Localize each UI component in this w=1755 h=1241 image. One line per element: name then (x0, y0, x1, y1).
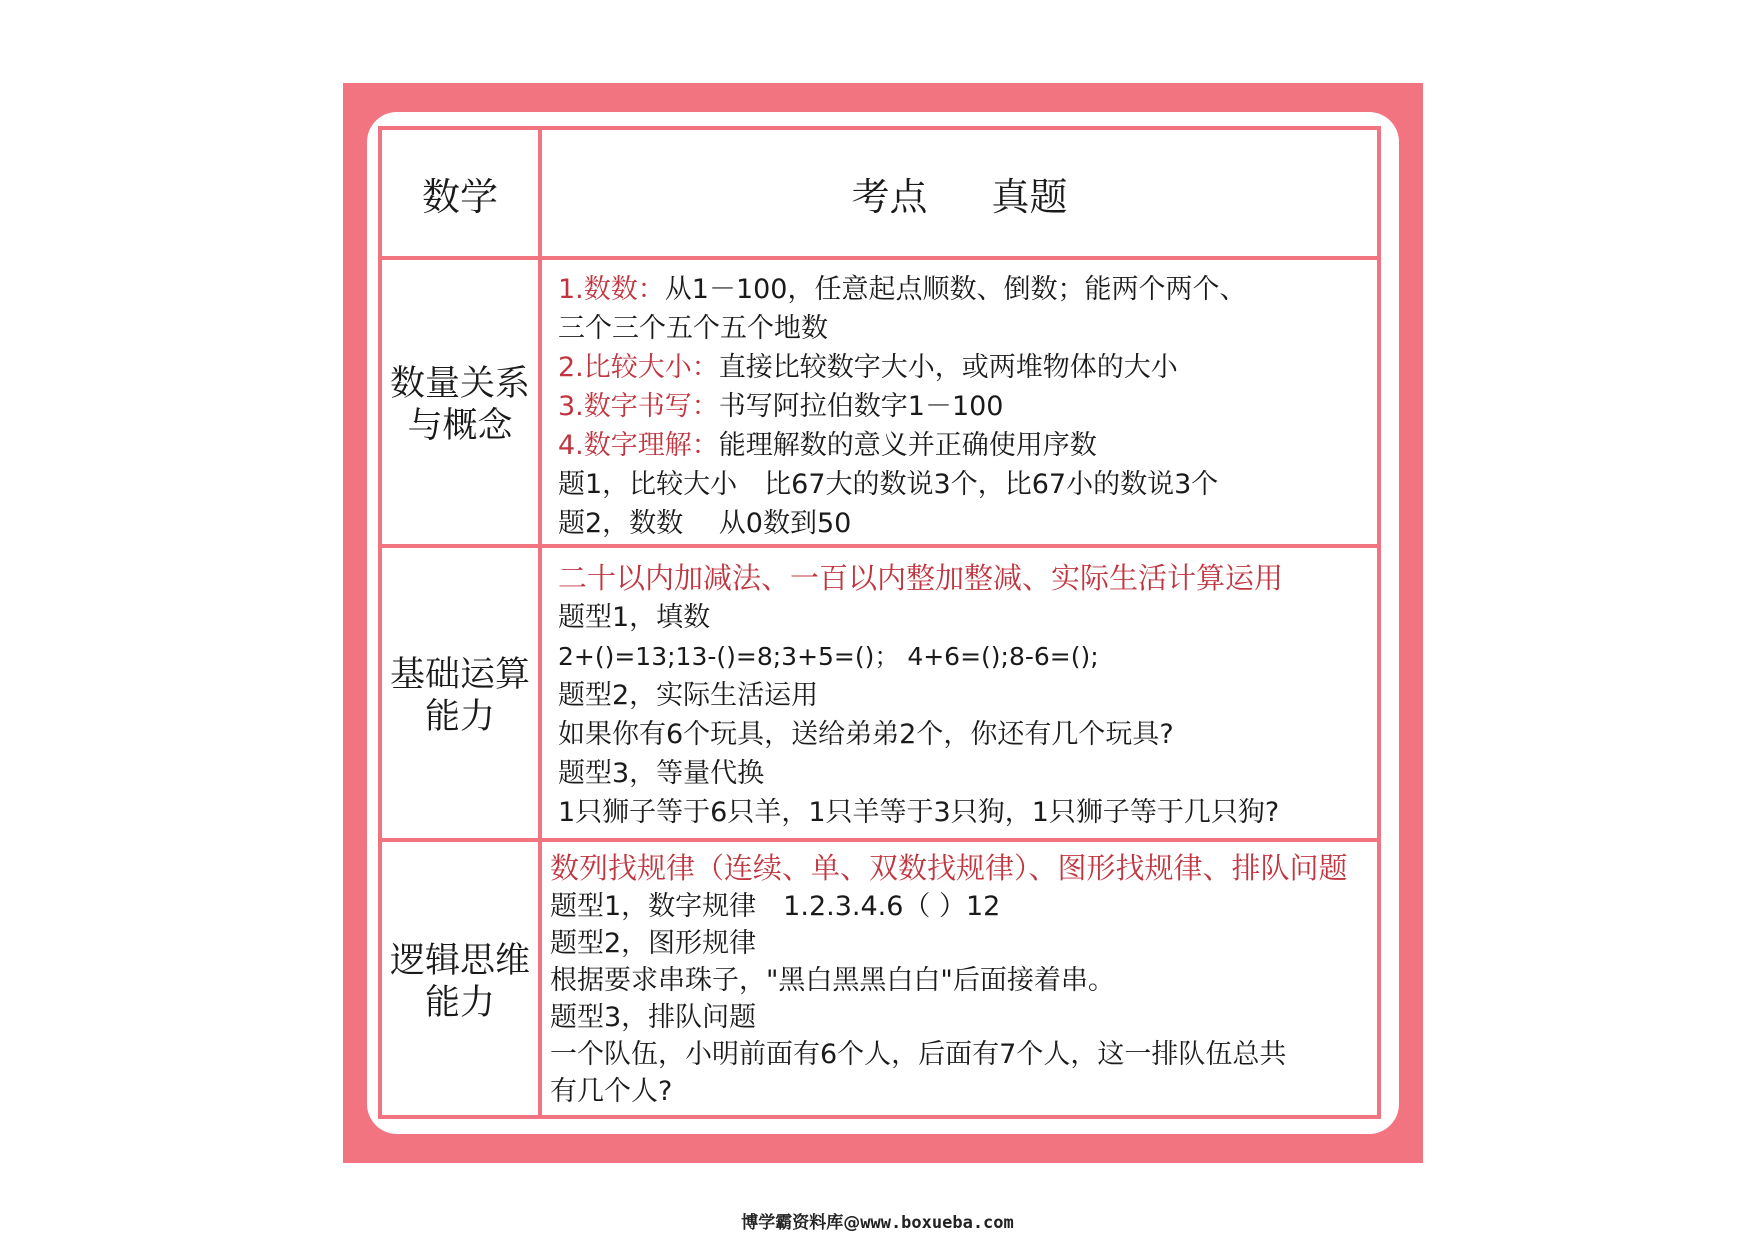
content-line: 题型3，等量代换 (558, 758, 765, 789)
point-text: 从1－100，任意起点顺数、倒数；能两个两个、 (664, 274, 1247, 305)
pink-frame (343, 83, 1423, 1163)
content-line (558, 504, 1367, 543)
topic-line: 数列找规律（连续、单、双数找规律）、图形找规律、排队问题 (550, 851, 1348, 885)
footer-url: www.boxueba.com (860, 1213, 1014, 1233)
point-text: 能理解数的意义并正确使用序数 (718, 430, 1097, 461)
content-basic-arithmetic (542, 548, 1377, 842)
category-line: 逻辑思维 (389, 940, 530, 981)
point-text: 题1，比较大小 比67大的数说3个，比67小的数说3个 (558, 469, 1219, 500)
category-number-concepts (382, 260, 542, 548)
content-line: 题型3，排队问题 (550, 1002, 757, 1033)
footer-watermark (0, 1208, 1755, 1233)
math-table (378, 126, 1381, 1119)
content-line (558, 270, 1367, 309)
content-line: 题型1，填数 (558, 602, 711, 633)
category-line: 能力 (424, 982, 495, 1023)
content-line: 题型2，实际生活运用 (558, 680, 819, 711)
header-subject-text: 数学 (421, 174, 498, 219)
point-text: 直接比较数字大小，或两堆物体的大小 (718, 352, 1178, 383)
content-line: 如果你有6个玩具，送给弟弟2个，你还有几个玩具? (558, 719, 1174, 750)
topic-line: 二十以内加减法、一百以内整加整减、实际生活计算运用 (558, 561, 1284, 595)
header-columns (542, 130, 1377, 260)
header-subject (382, 130, 542, 260)
point-text: 三个三个五个五个地数 (558, 313, 828, 344)
content-number-concepts (542, 260, 1377, 548)
category-line: 与概念 (407, 406, 513, 446)
point-text: 题2，数数 从0数到50 (558, 508, 852, 539)
category-line: 数量关系 (389, 364, 530, 404)
content-line (558, 348, 1367, 387)
category-line: 能力 (424, 697, 495, 737)
content-line (558, 387, 1367, 426)
category-line: 基础运算 (389, 655, 530, 695)
content-line: 有几个人? (550, 1076, 673, 1107)
footer-site: 博学霸资料库@ (741, 1213, 861, 1233)
point-label: 1.数数： (558, 274, 665, 305)
point-label: 3.数字书写： (558, 391, 719, 422)
content-line (558, 309, 1367, 348)
header-col-kaodian: 考点 (851, 174, 928, 219)
category-basic-arithmetic (382, 548, 542, 842)
content-line: 一个队伍，小明前面有6个人，后面有7个人，这一排队伍总共 (550, 1039, 1287, 1070)
white-panel (367, 112, 1399, 1134)
content-line (558, 426, 1367, 465)
content-line: 题型1，数字规律 1.2.3.4.6（ ）12 (550, 891, 1001, 922)
point-label: 2.比较大小： (558, 352, 719, 383)
header-col-zhenti: 真题 (991, 174, 1068, 219)
content-logical-thinking (542, 842, 1377, 1115)
content-line: 2+()=13;13-()=8;3+5=()； 4+6=();8-6=(); (558, 642, 1099, 671)
content-line: 根据要求串珠子，"黑白黑黑白白"后面接着串。 (550, 965, 1115, 996)
point-text: 书写阿拉伯数字1－100 (718, 391, 1004, 422)
content-line: 题型2，图形规律 (550, 928, 757, 959)
content-line (558, 465, 1367, 504)
category-logical-thinking (382, 842, 542, 1115)
point-label: 4.数字理解： (558, 430, 719, 461)
content-line: 1只狮子等于6只羊，1只羊等于3只狗，1只狮子等于几只狗? (558, 797, 1280, 828)
